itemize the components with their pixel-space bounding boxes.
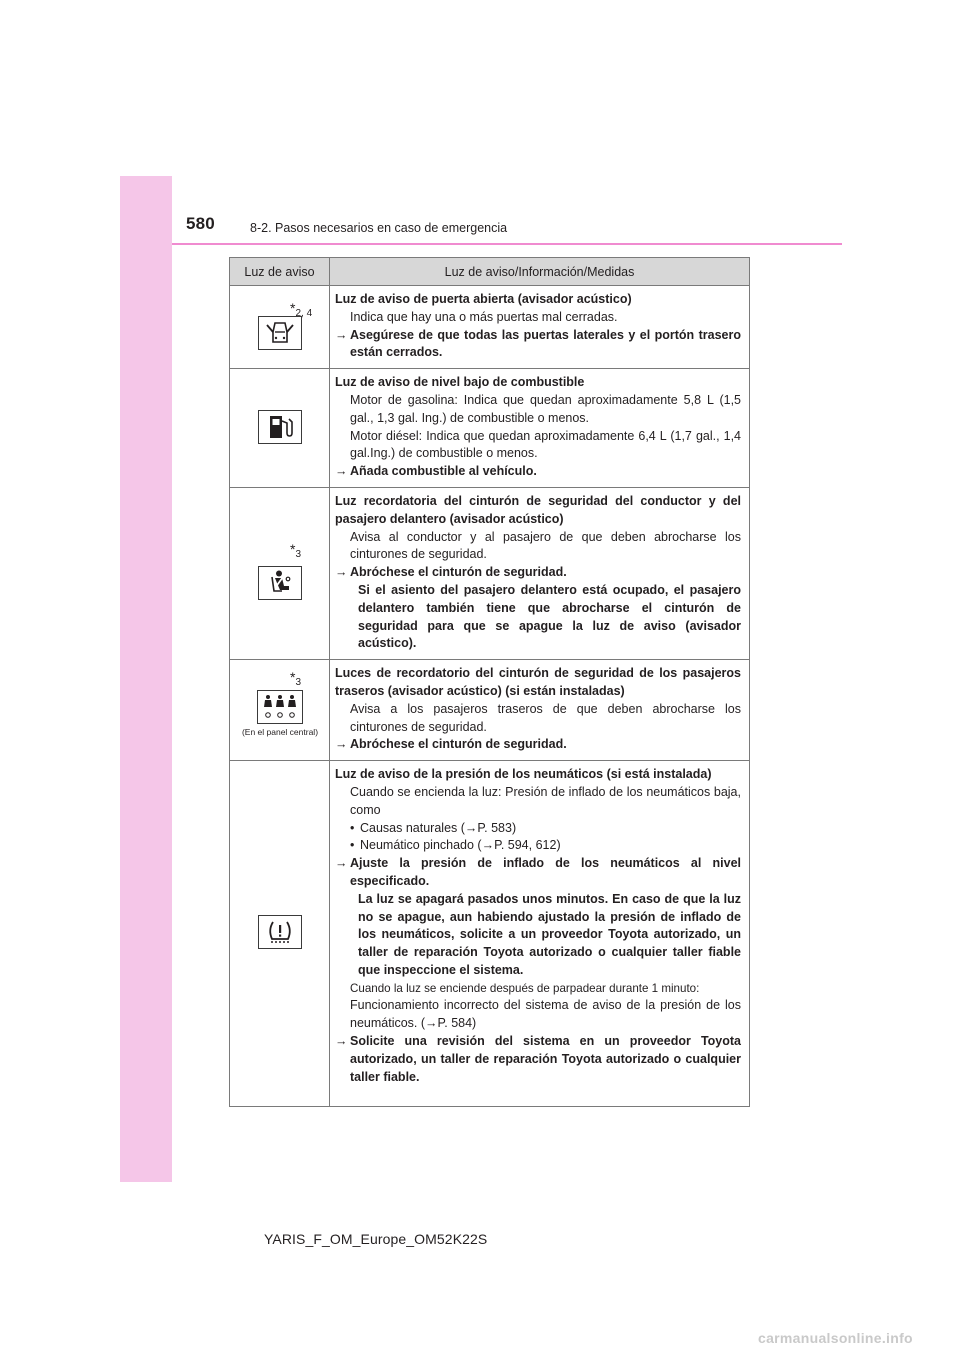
light-title: Luz de aviso de la presión de los neumáticos (si está instalada) — [335, 767, 712, 782]
tire-pressure-icon — [258, 915, 302, 949]
footnote-mark: $*_3$ — [290, 540, 302, 560]
arrow-icon: → — [335, 565, 348, 580]
info-cell — [330, 660, 750, 761]
action-instruction: → Solicite una revisión del sistema en un proveedor Toyota autorizado, un taller de reparación Toyota autorizado o cualquier taller fiable. — [335, 1034, 741, 1084]
panel-location-label: (En el panel central) — [241, 727, 319, 738]
action-instruction: → Añada combustible al vehículo. — [335, 463, 741, 481]
light-description: Motor diésel: Indica que quedan aproximadamente 6,4 L (1,7 gal., 1,4 gal.Ing.) de combustible o menos. — [350, 428, 741, 461]
info-cell — [330, 286, 750, 369]
light-description: Motor de gasolina: Indica que quedan aproximadamente 5,8 L (1,5 gal., 1,3 gal. Ing.) de combustible o menos. — [350, 392, 741, 425]
info-cell — [330, 487, 750, 659]
warning-lights-table — [229, 257, 750, 1107]
section-title: 8-2. Pasos necesarios en caso de emergencia — [250, 221, 508, 235]
action-instruction: → Abróchese el cinturón de seguridad. — [335, 564, 741, 582]
arrow-icon: → — [335, 464, 348, 479]
action-note: Si el asiento del pasajero delantero está ocupado, el pasajero delantero también tiene que abrocharse el cinturón de seguridad para que se apague la luz de aviso (avisador acústico). — [358, 582, 741, 651]
icon-cell — [230, 660, 330, 761]
arrow-icon: → — [464, 820, 478, 835]
action-instruction: → Asegúrese de que todas las puertas laterales y el portón trasero están cerrados. — [335, 327, 741, 360]
column-header-light: Luz de aviso — [230, 258, 330, 286]
page-number: 580 — [186, 214, 215, 233]
action-instruction: → Ajuste la presión de inflado de los neumáticos al nivel especificado. — [335, 856, 741, 888]
table-row — [230, 369, 750, 488]
arrow-icon: → — [335, 327, 348, 342]
watermark: carmanualsonline.info — [758, 1330, 913, 1346]
header-divider — [172, 243, 842, 245]
icon-cell — [230, 369, 330, 488]
light-description: Avisa al conductor y al pasajero de que deben abrocharse los cinturones de seguridad. — [350, 529, 741, 562]
footnote-mark: $*_3$ — [290, 669, 302, 689]
table-row — [230, 660, 750, 761]
table-row — [230, 487, 750, 659]
list-item: • Causas naturales (→P. 583) — [350, 820, 517, 835]
light-title: Luces de recordatorio del cinturón de seguridad de los pasajeros traseros (avisador acústico) (si están instaladas) — [335, 666, 741, 698]
arrow-icon: → — [481, 838, 495, 853]
light-title: Luz recordatoria del cinturón de seguridad del conductor y del pasajero delantero (avisador acústico) — [335, 493, 741, 526]
document-code: YARIS_F_OM_Europe_OM52K22S — [264, 1231, 488, 1247]
arrow-icon: → — [335, 1034, 348, 1049]
light-description: Indica que hay una o más puertas mal cerradas. — [350, 309, 618, 324]
icon-cell — [230, 761, 330, 1107]
icon-cell — [230, 286, 330, 369]
door-open-icon — [258, 316, 302, 350]
action-instruction: → Abróchese el cinturón de seguridad. — [335, 736, 741, 754]
light-title: Luz de aviso de puerta abierta (avisador acústico) — [335, 292, 632, 306]
action-note: La luz se apagará pasados unos minutos. En caso de que la luz no se apague, aun habiendo ajustado la presión de inflado de los neumáticos, solicite a un proveedor Toyota autorizado, un taller de reparación Toyota autorizado o cualquier taller fiable que inspeccione el sistema. — [358, 891, 741, 977]
info-cell — [330, 761, 750, 1107]
list-item: • Neumático pinchado (→P. 594, 612) — [350, 838, 561, 853]
column-header-info: Luz de aviso/Información/Medidas — [330, 258, 750, 286]
light-description: Funcionamiento incorrecto del sistema de aviso de la presión de los neumáticos. (→P. 584) — [350, 998, 741, 1031]
info-cell — [330, 369, 750, 488]
rear-seatbelt-icon — [257, 690, 303, 724]
arrow-icon: → — [335, 856, 348, 871]
light-title: Luz de aviso de nivel bajo de combustible — [335, 375, 585, 390]
blink-condition: Cuando la luz se enciende después de parpadear durante 1 minuto: — [350, 981, 700, 995]
table-row — [230, 286, 750, 369]
light-description: Cuando se encienda la luz: Presión de inflado de los neumáticos baja, como — [350, 784, 741, 817]
seatbelt-icon — [258, 566, 302, 600]
fuel-pump-icon — [258, 410, 302, 444]
light-description: Avisa a los pasajeros traseros de que deben abrocharse los cinturones de seguridad. — [350, 701, 741, 734]
margin-band — [120, 176, 172, 1182]
table-header-row — [230, 258, 750, 286]
footnote-mark: $*_{2, 4}$ — [290, 300, 313, 319]
icon-cell — [230, 487, 330, 659]
arrow-icon: → — [335, 737, 348, 752]
arrow-icon: → — [425, 1016, 438, 1031]
table-row — [230, 761, 750, 1107]
